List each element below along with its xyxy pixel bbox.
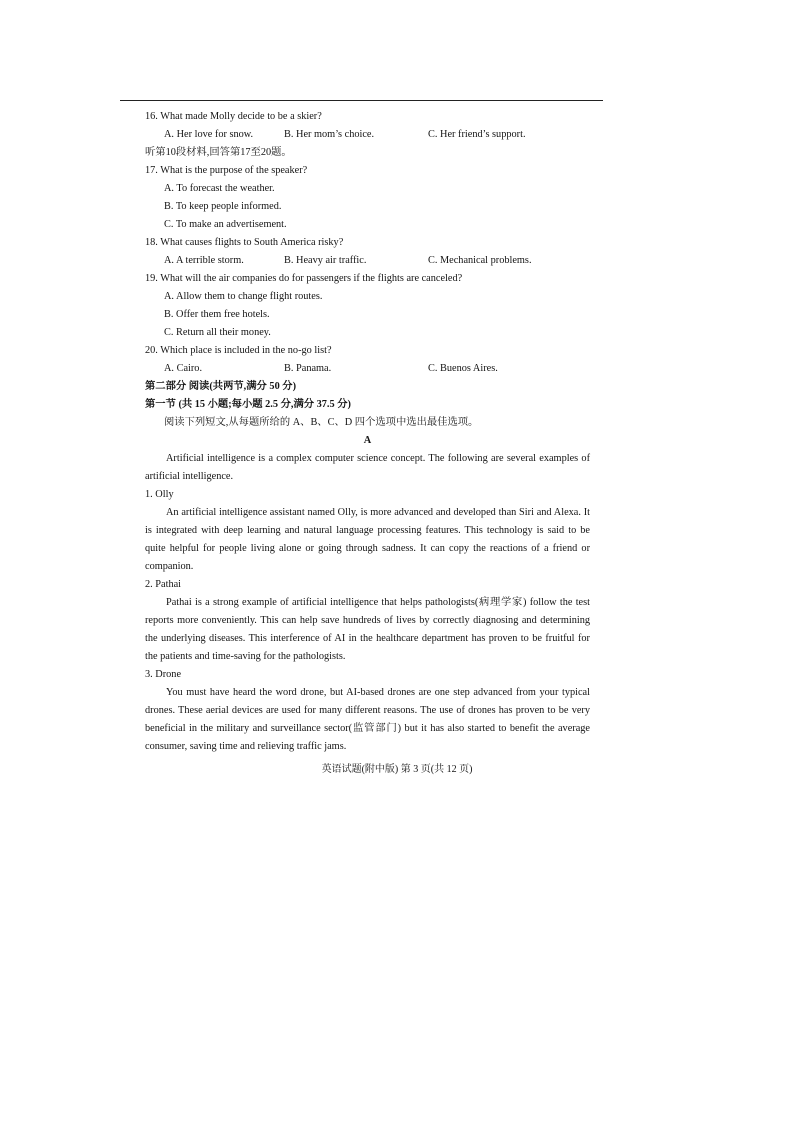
listen-instruction: 听第10段材料,回答第17至20题。 [145,147,292,158]
item-text-drone: You must have heard the word drone, but AI-based drones are one step advanced from your typical drones. These aerial devices are used for many different reasons. The use of drones has proven to be very beneficial in the military and surveillance sector(监管部门) but it has also started to benefit the average consumer, saving time and relieving traffic jams. [145,687,590,752]
q20-options [145,360,590,378]
q17-option-a: A. To forecast the weather. [164,183,275,194]
passage-intro: Artificial intelligence is a complex computer science concept. The following are several examples of artificial intelligence. [145,453,590,482]
q18-option-a: A. A terrible storm. [164,255,244,266]
q18-option-b: B. Heavy air traffic. [284,255,367,266]
q19-option-b: B. Offer them free hotels. [164,309,270,320]
q16-option-b: B. Her mom’s choice. [284,129,375,140]
q17-option-c: C. To make an advertisement. [164,219,287,230]
page-footer: 英语试题(附中版) 第 3 页(共 12 页) [321,764,473,775]
q20-option-a: A. Cairo. [164,363,203,374]
q16-option-a: A. Her love for snow. [164,129,254,140]
q16-stem: 16. What made Molly decide to be a skier? [145,111,322,122]
q16-options [145,126,590,144]
q19-option-c: C. Return all their money. [164,327,271,338]
reading-instruction: 阅读下列短文,从每题所给的 A、B、C、D 四个选项中选出最佳选项。 [164,417,479,428]
item-title-pathai: 2. Pathai [145,579,182,590]
section1-heading: 第一节 (共 15 小题;每小题 2.5 分,满分 37.5 分) [145,399,351,410]
passage-label: A [363,435,372,446]
page-content [145,108,590,756]
q19-option-a: A. Allow them to change flight routes. [164,291,323,302]
q18-stem: 18. What causes flights to South America risky? [145,237,344,248]
q17-option-b: B. To keep people informed. [164,201,282,212]
item-title-drone: 3. Drone [145,669,182,680]
header-rule [120,100,603,101]
q18-options [145,252,590,270]
q19-stem: 19. What will the air companies do for passengers if the flights are canceled? [145,273,463,284]
q20-stem: 20. Which place is included in the no-go list? [145,345,332,356]
part2-heading: 第二部分 阅读(共两节,满分 50 分) [145,381,297,392]
q20-option-c: C. Buenos Aires. [428,363,498,374]
q17-stem: 17. What is the purpose of the speaker? [145,165,308,176]
q20-option-b: B. Panama. [284,363,332,374]
item-text-pathai: Pathai is a strong example of artificial intelligence that helps pathologists(病理学家) follow the test reports more conveniently. This can help save hundreds of lives by correctly diagnosing and determining the underlying diseases. This interference of AI in the healthcare department has proven to be fruitful for the patients and time-saving for the pathologists. [145,597,590,662]
item-title-olly: 1. Olly [145,489,174,500]
q18-option-c: C. Mechanical problems. [428,255,532,266]
item-text-olly: An artificial intelligence assistant named Olly, is more advanced and developed than Siri and Alexa. It is integrated with deep learning and natural language processing features. This technology is said to be quite helpful for people living alone or going through sadness. It can copy the reactions of a friend or companion. [145,507,590,572]
q16-option-c: C. Her friend’s support. [428,129,526,140]
